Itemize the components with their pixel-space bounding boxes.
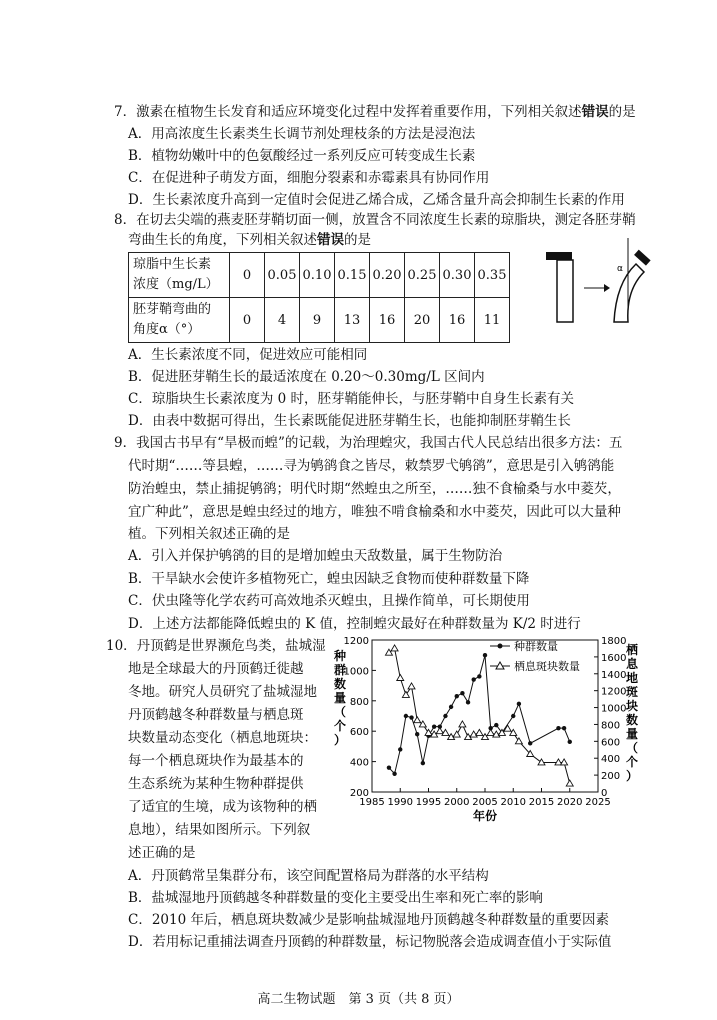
q10-stem-line8: 了适宜的生境，成为该物种的栖: [128, 799, 317, 815]
table-row: [129, 253, 510, 298]
q8-option-b: B．促进胚芽鞘生长的最适浓度在 0.20～0.30mg/L 区间内: [128, 369, 485, 385]
y-right-tick-label: 200: [601, 771, 621, 783]
table-row: [129, 298, 510, 343]
agar-block-right: [634, 250, 651, 266]
y-left-axis-title: 种群数量（个）: [333, 649, 347, 747]
q8-option-c: C．琼脂块生长素浓度为 0 时，胚芽鞘能伸长，与胚芽鞘中自身生长素有关: [128, 391, 575, 407]
table-cell: 0.15: [335, 253, 370, 298]
q9-stem-line2: 代时期“……等县蝗，……寻为鸲鹆食之皆尽，敕禁罗弋鸲鹆”，意思是引入鸲鹆能: [128, 458, 615, 474]
population-point: [415, 732, 419, 736]
y-right-tick-label: 0: [601, 788, 608, 799]
table-header-cell: [129, 253, 230, 298]
patch-point: [459, 721, 466, 727]
patch-point: [402, 691, 409, 697]
q9-stem-line5: 植。下列相关叙述正确的是: [128, 526, 290, 542]
y-left-tick-label: 1200: [343, 636, 369, 647]
population-point: [528, 741, 532, 745]
table-cell: 0: [230, 298, 265, 343]
x-tick-label: 1995: [415, 797, 442, 808]
population-point: [483, 653, 487, 657]
table-cell: 20: [405, 298, 440, 343]
population-point: [392, 772, 396, 776]
y-left-tick-label: 600: [349, 727, 369, 739]
q10-stem-line9: 息地），结果如图所示。下列叙: [128, 822, 311, 838]
population-point: [568, 740, 572, 744]
x-tick-label: 2015: [528, 797, 555, 808]
q7-option-d: D．生长素浓度升高到一定值时会促进乙烯合成，乙烯含量升高会抑制生长素的作用: [128, 192, 625, 208]
q7-option-b: B．植物幼嫩叶中的色氨酸经过一系列反应可转变成生长素: [128, 148, 476, 164]
q9-stem-line4: 宜广种此”，意思是蝗虫经过的地方，唯独不啃食榆桑和水中菱芡，因此可以大量种: [128, 504, 621, 520]
legend-marker-population: [498, 644, 503, 649]
q10-stem-line1: 10．丹顶鹤是世界濒危鸟类，盐城湿: [106, 638, 326, 654]
q8-stem-line2: [128, 230, 371, 250]
row1-header-l1: 琼脂中生长素: [133, 257, 212, 272]
population-point: [455, 694, 459, 698]
arrow-head: [604, 284, 610, 292]
page-footer: 高二生物试题 第 3 页（共 8 页）: [257, 992, 460, 1007]
table-cell: 4: [265, 298, 300, 343]
population-point: [443, 714, 447, 718]
population-point: [494, 723, 498, 727]
q9-stem-line1: 9．我国古书早有“旱极而蝗”的记载，为治理蝗灾，我国古代人民总结出很多方法：五: [114, 435, 623, 451]
table-cell: 0.10: [300, 253, 335, 298]
q7-stem-tail: 的是: [608, 104, 636, 120]
table-cell: 16: [370, 298, 405, 343]
table-cell: 0.35: [475, 253, 510, 298]
y-right-tick-label: 1000: [601, 703, 627, 715]
coleoptile-diagram: [544, 238, 654, 324]
population-point: [387, 765, 391, 769]
q10-option-c: C．2010 年后，栖息斑块数减少是影响盐城湿地丹顶鹤越冬种群数量的重要因素: [128, 912, 609, 928]
x-tick-label: 2020: [557, 797, 583, 808]
patch-point: [515, 738, 522, 744]
y-right-tick-label: 1600: [601, 652, 627, 664]
population-point: [404, 714, 408, 718]
table-cell: 0.20: [370, 253, 405, 298]
q10-stem-line2: 地是全球最大的丹顶鹤迁徙越: [128, 661, 304, 677]
patch-point: [566, 780, 573, 786]
q7-stem: [114, 102, 636, 122]
q10-stem-line4: 丹顶鹤越冬种群数量与栖息斑: [128, 707, 304, 723]
patch-point: [397, 675, 404, 681]
q7-stem-text: 7．激素在植物生长发育和适应环境变化过程中发挥着重要作用，下列相关叙述: [114, 104, 582, 120]
x-tick-label: 2000: [444, 797, 470, 808]
y-left-tick-label: 800: [349, 696, 369, 708]
q10-stem-line6: 每一个栖息斑块作为最基本的: [128, 753, 304, 769]
alpha-label: α: [617, 264, 623, 274]
table-cell: 0.30: [440, 253, 475, 298]
patch-point: [487, 729, 494, 735]
legend-label-population: 种群数量: [514, 640, 558, 653]
table-cell: 0.25: [405, 253, 440, 298]
y-right-axis-title: 栖息地斑块数量（个）: [625, 643, 639, 783]
population-point: [562, 726, 566, 730]
patch-point: [408, 683, 415, 689]
q8-option-a: A．生长素浓度不同，促进效应可能相同: [128, 347, 368, 363]
y-left-tick-label: 1000: [343, 666, 369, 678]
population-point: [511, 714, 515, 718]
population-point: [477, 674, 481, 678]
table-cell: 11: [475, 298, 510, 343]
q8-stem2-emphasis: 错误: [317, 232, 344, 248]
population-point: [449, 705, 453, 709]
q7-option-a: A．用高浓度生长素类生长调节剂处理枝条的方法是浸泡法: [128, 126, 476, 142]
y-right-tick-label: 600: [601, 737, 621, 749]
population-point: [409, 715, 413, 719]
population-point: [421, 761, 425, 765]
x-tick-label: 2010: [500, 797, 526, 808]
patch-point: [414, 717, 421, 723]
population-point: [460, 691, 464, 695]
x-axis-title: 年份: [472, 809, 498, 823]
row2-header-l1: 胚芽鞘弯曲的: [133, 302, 212, 317]
x-tick-label: 2025: [585, 797, 611, 808]
population-point: [398, 747, 402, 751]
legend-label-patches: 栖息斑块数量: [514, 660, 580, 673]
y-right-tick-label: 1800: [601, 636, 627, 647]
y-right-tick-label: 1400: [601, 669, 627, 681]
row1-header-l2: 浓度（mg/L）: [133, 277, 219, 292]
population-point: [472, 677, 476, 681]
x-tick-label: 1985: [359, 797, 385, 808]
q7-option-c: C．在促进种子萌发方面，细胞分裂素和赤霉素具有协同作用: [128, 170, 490, 186]
table-cell: 0.05: [265, 253, 300, 298]
y-left-tick-label: 400: [349, 757, 369, 769]
agar-block-left: [546, 252, 572, 260]
x-tick-label: 1990: [387, 797, 413, 808]
q10-option-d: D．若用标记重捕法调查丹顶鹤的种群数量，标记物脱落会造成调查值小于实际值: [128, 934, 612, 950]
q10-stem-line3: 冬地。研究人员研究了盐城湿地: [128, 684, 317, 700]
table-cell: 16: [440, 298, 475, 343]
q10-stem-line5: 块数量动态变化（栖息地斑块：: [128, 730, 317, 746]
q8-stem-line1: 8．在切去尖端的燕麦胚芽鞘切面一侧，放置含不同浓度生长素的琼脂块，测定各胚芽鞘: [114, 212, 636, 228]
patch-point: [453, 731, 460, 737]
row2-header-l2: 角度α（°）: [133, 322, 201, 337]
population-point: [466, 700, 470, 704]
q10-option-a: A．丹顶鹤常呈集群分布，该空间配置格局为群落的水平结构: [128, 868, 489, 884]
population-point: [517, 702, 521, 706]
q9-option-a: A．引入并保护鸲鹆的目的是增加蝗虫天敌数量，属于生物防治: [128, 548, 503, 564]
patch-point: [476, 729, 483, 735]
q10-option-b: B．盐城湿地丹顶鹤越冬种群数量的变化主要受出生率和死亡率的影响: [128, 890, 543, 906]
y-right-tick-label: 400: [601, 754, 621, 766]
table-cell: 13: [335, 298, 370, 343]
q10-stem-line7: 生态系统为某种生物种群提供: [128, 776, 304, 792]
q9-option-d: D．上述方法都能降低蝗虫的 K 值，控制蝗灾最好在种群数量为 K/2 时进行: [128, 616, 581, 632]
patch-point: [391, 645, 398, 651]
coleoptile-straight: [557, 260, 573, 322]
y-right-tick-label: 1200: [601, 686, 627, 698]
q8-stem2-tail: 的是: [344, 232, 371, 248]
q7-stem-emphasis: 错误: [581, 104, 609, 120]
patch-point: [436, 728, 443, 734]
crane-population-chart: [330, 630, 640, 830]
q9-stem-line3: 防治蝗虫，禁止捕捉鸲鹆；明代时期“然蝗虫之所至，……独不食榆桑与水中菱芡，: [128, 481, 621, 497]
q8-stem2-text: 弯曲生长的角度，下列相关叙述: [128, 232, 317, 248]
x-tick-label: 2005: [472, 797, 498, 808]
table-cell: 0: [230, 253, 265, 298]
table-cell: 9: [300, 298, 335, 343]
y-left-tick-label: 200: [349, 788, 369, 799]
q9-option-b: B．干旱缺水会使许多植物死亡，蝗虫因缺乏食物而使种群数量下降: [128, 571, 530, 587]
population-point: [556, 726, 560, 730]
y-right-tick-label: 800: [601, 720, 621, 732]
q10-stem-line10: 述正确的是: [128, 845, 196, 861]
q9-option-c: C．伏虫隆等化学农药可高效地杀灭蝗虫，且操作简单，可长期使用: [128, 593, 530, 609]
auxin-table: [128, 252, 510, 343]
table-header-cell: [129, 298, 230, 343]
population-point: [432, 724, 436, 728]
q8-option-d: D．由表中数据可得出，生长素既能促进胚芽鞘生长，也能抑制胚芽鞘生长: [128, 413, 571, 429]
